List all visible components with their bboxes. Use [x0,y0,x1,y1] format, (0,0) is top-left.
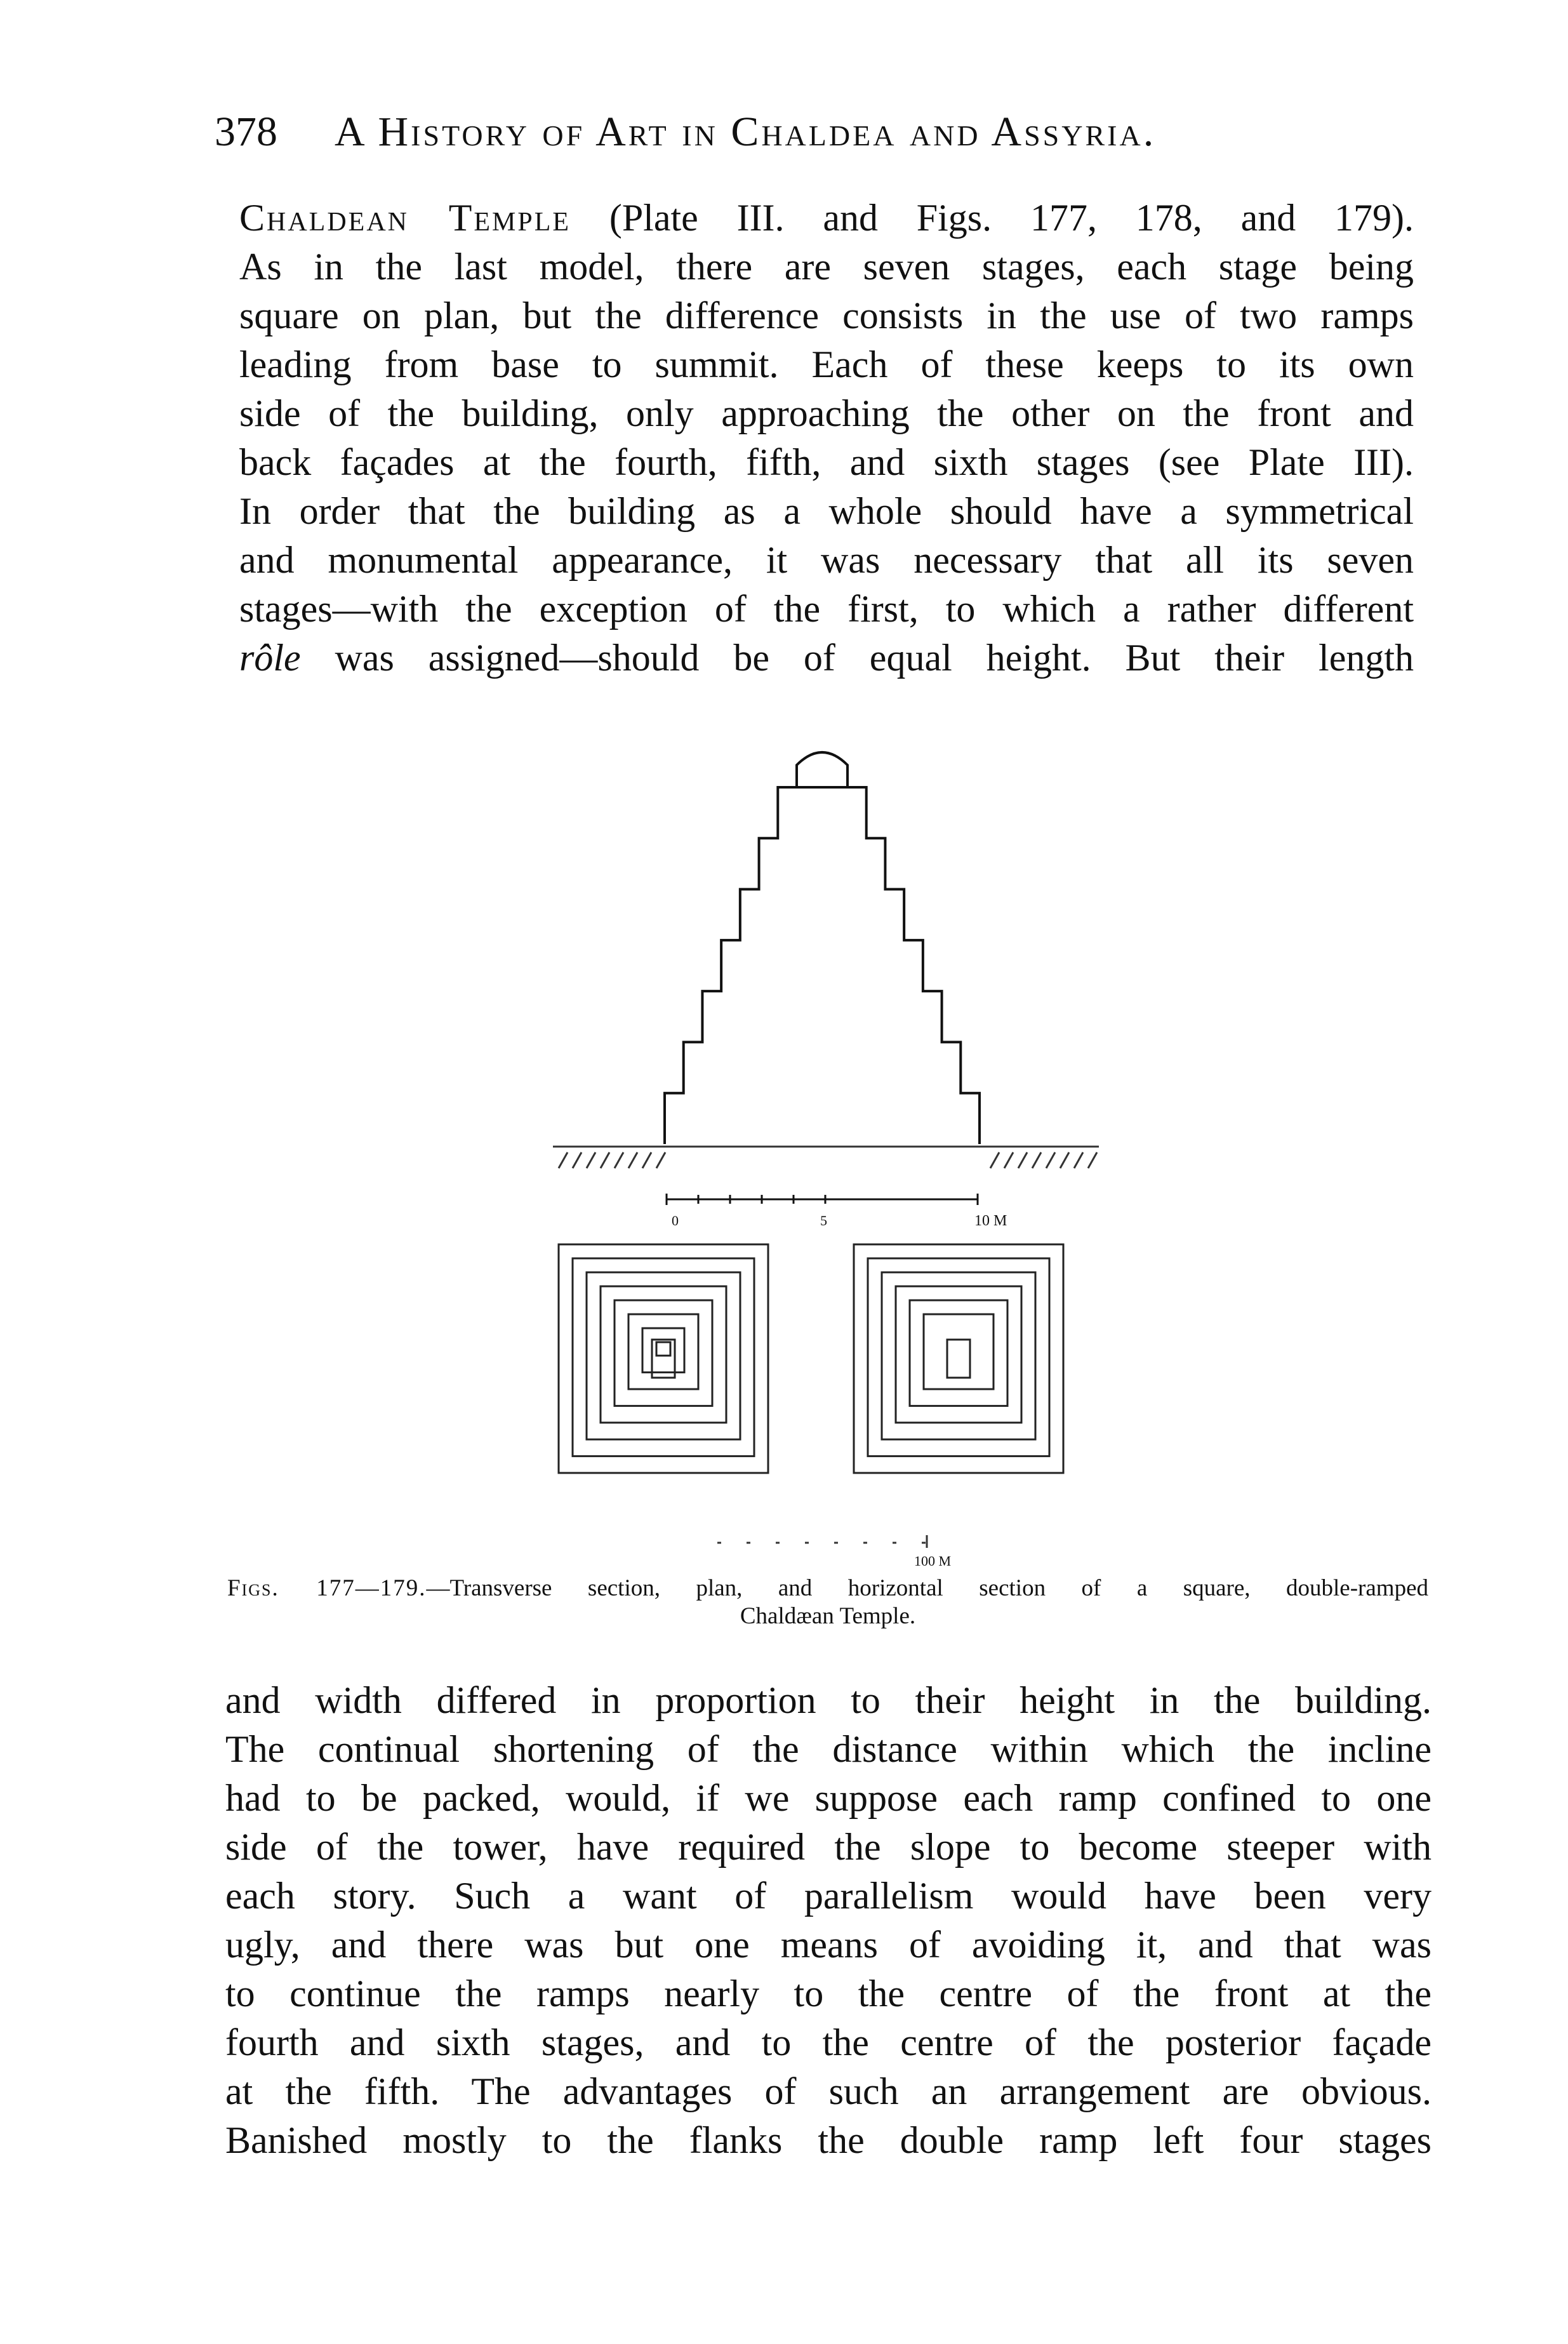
hatch-mark [990,1152,999,1168]
running-title: A History of Art in Chaldea and Assyria. [335,109,1157,155]
hatch-mark [628,1152,637,1168]
hatch-mark [1060,1152,1069,1168]
caption-text: —Transverse section, plan, and horizontal section of a square, double-ramped [426,1575,1428,1601]
hatch-mark [642,1152,651,1168]
hatch-mark [1046,1152,1055,1168]
stepped-tower-outline [665,787,980,1144]
stage-outline [656,1342,670,1355]
text-line: ugly, and there was but one means of avoiding it, and that was [225,1924,1432,1966]
hatch-mark [1088,1152,1097,1168]
hatch-mark [1018,1152,1027,1168]
scale-mid-label: 5 [820,1213,827,1229]
text-line: leading from base to summit. Each of these keeps to its own [239,343,1414,385]
text-line: In order that the building as a whole should have a symmetrical [239,490,1414,532]
text-line: each story. Such a want of parallelism would have been very [225,1875,1432,1917]
hatch-mark [615,1152,623,1168]
hatch-mark [1032,1152,1041,1168]
text-line: and width differed in proportion to their height in the building. [225,1679,1432,1721]
hatch-mark [587,1152,595,1168]
scale-start-label: 0 [672,1213,679,1229]
plan-scale-bar [717,1535,927,1548]
hatch-mark [573,1152,581,1168]
text-line-rest: was assigned—should be of equal height. But their length [300,637,1414,679]
text-line: at the fifth. The advantages of such an arrangement are obvious. [225,2070,1432,2112]
plan-scale-label: 100 M [914,1553,952,1569]
figure-caption [227,1575,1428,1602]
scale-end-label: 10 M [974,1213,1007,1229]
text-line: to continue the ramps nearly to the centre of the front at the [225,1973,1432,2014]
text-line: As in the last model, there are seven stages, each stage being [239,246,1414,288]
text-line: fourth and sixth stages, and to the centre of the posterior façade [225,2021,1432,2063]
text-line: had to be packed, would, if we suppose each ramp confined to one [225,1777,1432,1819]
text-line-rest: (Plate III. and Figs. 177, 178, and 179). [571,197,1414,239]
hatch-mark [559,1152,568,1168]
text-line: The continual shortening of the distance within which the incline [225,1728,1432,1770]
stage-outline [882,1272,1035,1439]
summit-shrine [797,752,847,787]
text-line: back façades at the fourth, fifth, and sixth stages (see Plate III). [239,441,1414,483]
text-line: side of the building, only approaching the other on the front and [239,392,1414,434]
stage-outline [896,1286,1021,1423]
text-line: square on plan, but the difference consists in the use of two ramps [239,295,1414,336]
stage-outline [601,1286,726,1423]
hatch-mark [656,1152,665,1168]
hatch-mark [601,1152,609,1168]
section-heading: Chaldean Temple [239,197,571,239]
transverse-section-drawing [665,752,980,1144]
figure-caption-line2: Chaldæan Temple. [740,1603,916,1629]
body-text-bottom [225,1676,1432,2165]
page-number: 378 [215,109,277,155]
section-scale-bar [667,1194,978,1205]
text-line: and monumental appearance, it was necessary that all its seven [239,539,1414,581]
hatch-mark [1074,1152,1083,1168]
text-line: side of the tower, have required the slope to become steeper with [225,1826,1432,1868]
horizontal-section-drawing [854,1244,1063,1473]
figure-number: Figs. 177—179. [227,1575,427,1601]
italic-word: rôle [239,637,301,679]
shrine-outline [947,1340,970,1378]
plan-drawing [559,1244,768,1473]
text-line: Banished mostly to the flanks the double ramp left four stages [225,2119,1432,2161]
ground-hatching [553,1147,1099,1168]
stage-outline [642,1328,684,1373]
hatch-mark [1004,1152,1013,1168]
text-line: stages—with the exception of the first, to which a rather different [239,588,1414,630]
